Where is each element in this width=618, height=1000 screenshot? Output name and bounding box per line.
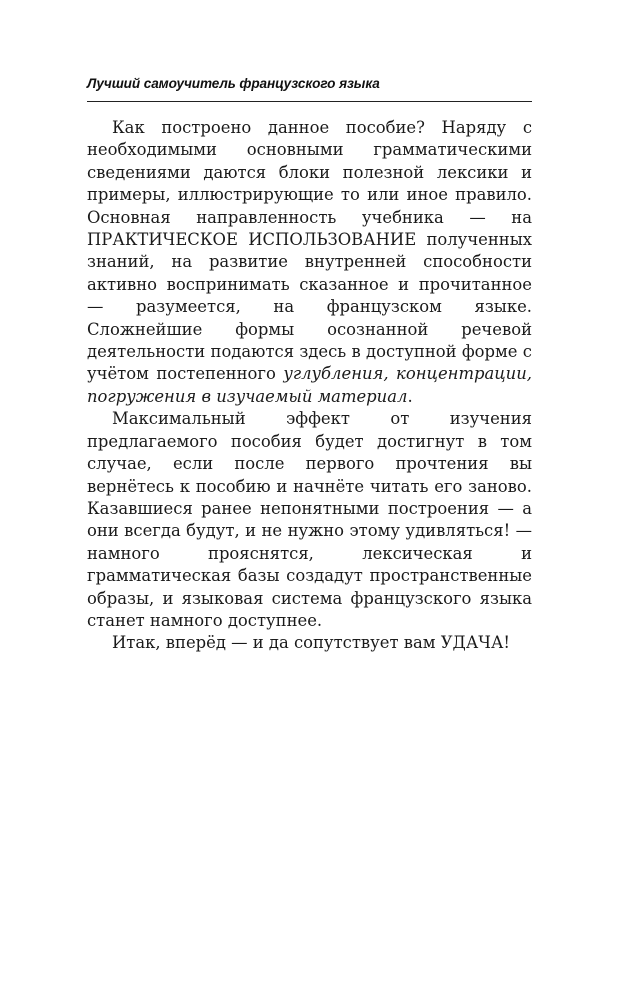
running-header: Лучший самоучитель французского языка [87,76,380,91]
paragraph-1-text: Как построено данное пособие? Наряду с необходимыми основными грамматическими сведениями даются блоки полезной лексики и примеры, иллюстрирующие то или иное правило. Основная направленность учебника — на ПРАКТИЧЕСКОЕ ИСПОЛЬЗОВАНИЕ полученных знаний, на развитие внутренней способности активно воспринимать сказанное и прочитанное — разумеется, на французском языке. Сложнейшие формы осознанной речевой деятельности подаются здесь в доступной форме с учётом постепенного [87,118,532,384]
paragraph-1 [87,117,532,408]
paragraph-3: Итак, вперёд — и да сопутствует вам УДАЧА! [112,633,510,653]
body-text [87,117,532,655]
paragraph-1-end: . [407,386,413,406]
paragraph-2: Максимальный эффект от изучения предлагаемого пособия будет достигнут в том случае, если после первого прочтения вы вернётесь к пособию и начнёте читать его заново. Казавшиеся ранее непонятными построения — а они всегда будут, и не нужно этому удивляться! — намного прояснятся, лексическая и грамматическая базы создадут пространственные образы, и языковая система французского языка станет намного доступнее. [87,409,532,630]
header-divider [87,101,532,102]
paragraph-1-emphasis: углубления, концентрации, погружения в изучаемый материал [87,364,533,406]
